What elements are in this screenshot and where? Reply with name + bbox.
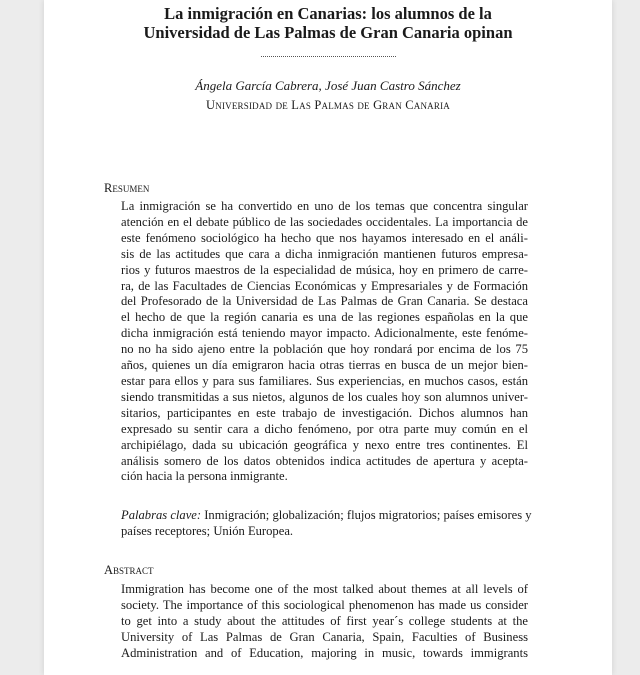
abstract-heading: Abstract	[104, 563, 154, 577]
resumen-line: siendo transmitidas a sus nietos, algunos de los cuales hoy son alumnos univer-	[121, 389, 528, 404]
title-divider	[261, 56, 396, 57]
resumen-body	[121, 199, 528, 485]
paper-page	[44, 0, 612, 675]
resumen-line: ra, de las Facultades de Ciencias Económicas y Empresariales y de Formación	[121, 278, 528, 293]
keywords-label: Palabras clave:	[121, 508, 202, 522]
keywords	[121, 508, 532, 540]
title-line-1: La inmigración en Canarias: los alumnos de la	[164, 4, 492, 23]
abstract-line: to get into a study about the attitudes of first year´s college students at the	[121, 613, 528, 628]
resumen-line: atención en el debate público de las sociedades occidentales. La importancia de	[121, 214, 528, 229]
resumen-line: rios y futuros maestros de la especialidad de música, hoy en primero de carre-	[121, 262, 528, 277]
authors: Ángela García Cabrera, José Juan Castro Sánchez	[195, 78, 461, 93]
resumen-line: La inmigración se ha convertido en uno de los temas que concentra singular	[121, 199, 528, 213]
keywords-text-1: Inmigración; globalización; flujos migratorios; países emisores y	[201, 508, 532, 522]
resumen-line: este fenómeno sociológico ha hecho que nos hayamos interesado en el análi-	[121, 230, 528, 245]
keywords-line-1	[121, 508, 532, 524]
resumen-line: estar para ellos y para sus familiares. Sus experiencias, en muchos casos, están	[121, 373, 528, 388]
resumen-line: sitarios, participantes en este trabajo de investigación. Dichos alumnos han	[121, 405, 528, 420]
abstract-line: society. The importance of this sociological phenomenon has made us consider	[121, 597, 528, 612]
resumen-line: sis de las actitudes que cara a dicha inmigración mantienen futuros empresa-	[121, 246, 528, 261]
abstract-line: Administration and of Education, majoring in music, towards immigrants	[121, 645, 528, 660]
abstract-line: University of Las Palmas de Gran Canaria, Spain, Faculties of Business	[121, 629, 528, 644]
resumen-line: no no ha sido ajeno entre la población que hoy rondará por encima de los 75	[121, 342, 528, 357]
resumen-heading: Resumen	[104, 181, 150, 195]
resumen-line: el hecho de que la región canaria es una de las regiones españolas en la que	[121, 310, 528, 325]
resumen-line: archipiélago, dada su ubicación geográfica y nexo entre tres continentes. El	[121, 437, 528, 452]
abstract-body	[121, 582, 528, 662]
paper-title	[44, 4, 612, 42]
keywords-line-2: países receptores; Unión Europea.	[121, 523, 294, 538]
resumen-line: del Profesorado de la Universidad de Las Palmas de Gran Canaria. Se destaca	[121, 294, 528, 309]
resumen-line: dicha inmigración está teniendo mayor impacto. Adicionalmente, este fenóme-	[121, 326, 528, 341]
title-line-2: Universidad de Las Palmas de Gran Canaria opinan	[143, 23, 513, 42]
resumen-line: expresado su sentir cara a dicho fenómeno, por otra parte muy común en el	[121, 421, 528, 436]
resumen-line: ción hacia la persona inmigrante.	[121, 469, 288, 484]
abstract-line: Immigration has become one of the most talked about themes at all levels of	[121, 582, 528, 596]
affiliation: Universidad de Las Palmas de Gran Canaria	[206, 98, 450, 112]
resumen-line: análisis somero de los datos obtenidos indica actitudes de apertura y acepta-	[121, 453, 528, 468]
resumen-line: años, quienes un día emigraron hacia otras tierras en busca de un mejor bien-	[121, 358, 528, 373]
